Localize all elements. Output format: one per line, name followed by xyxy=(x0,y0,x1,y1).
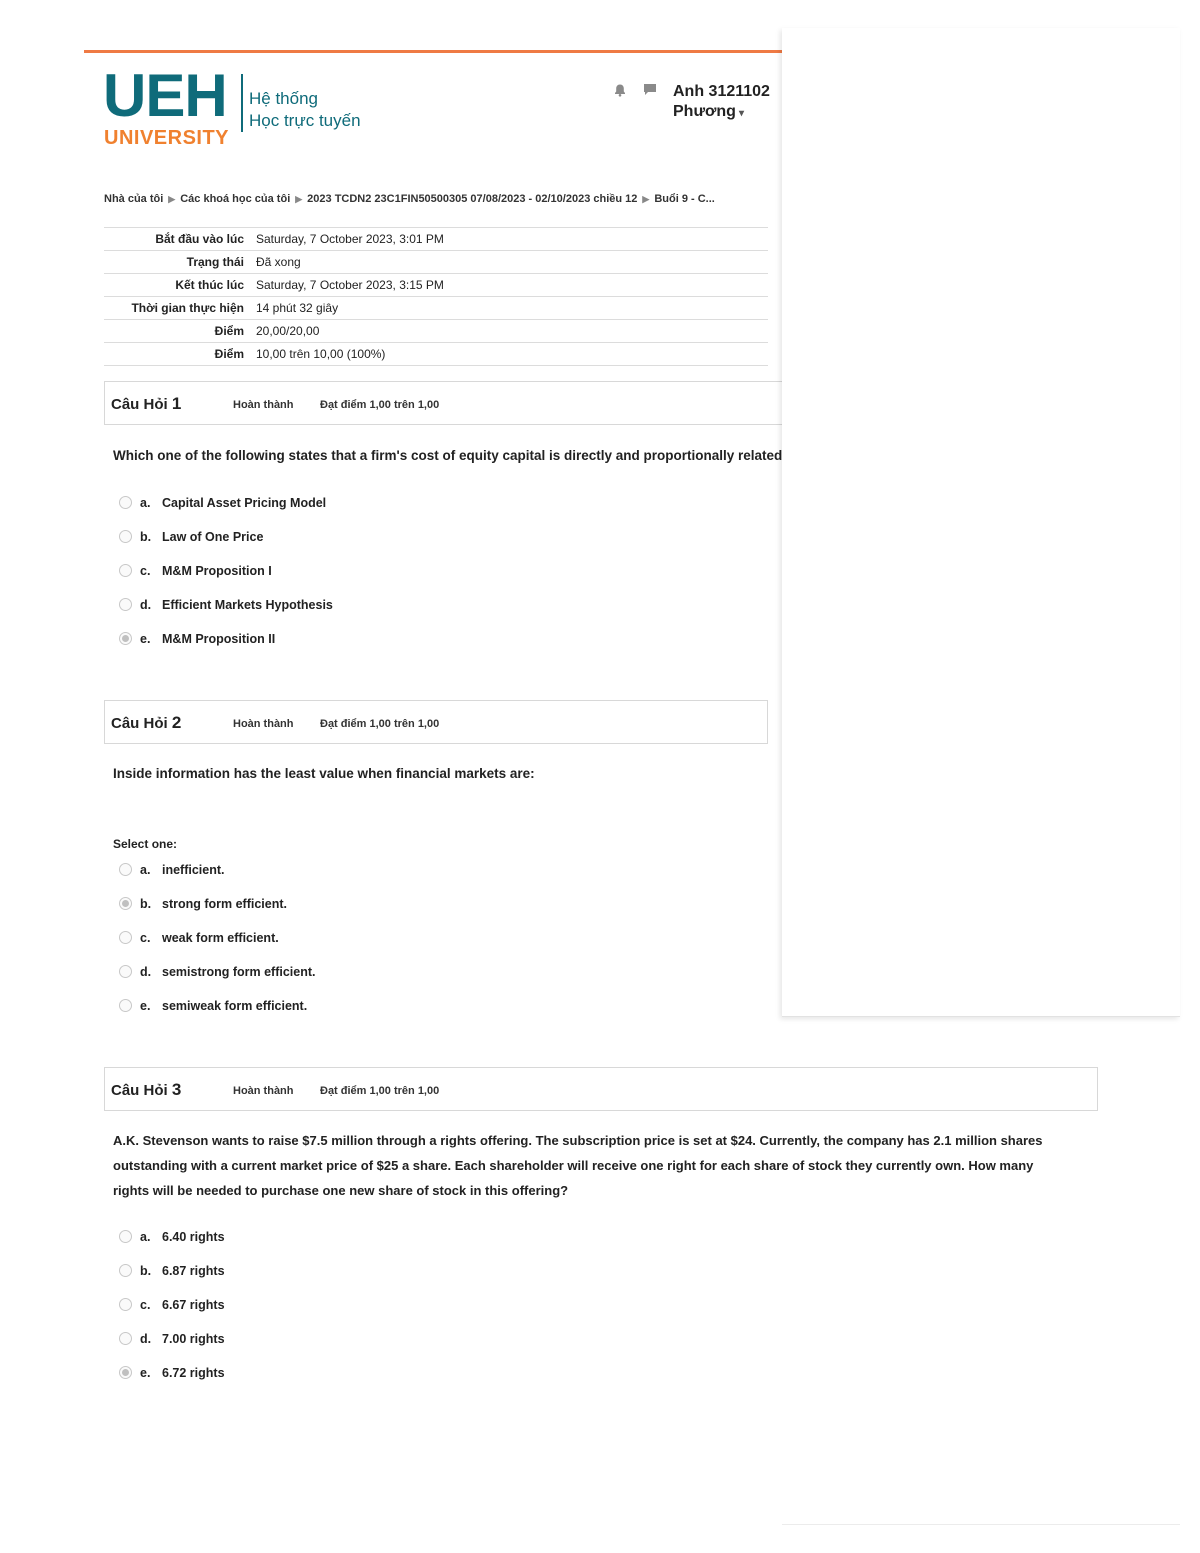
answer-letter: e. xyxy=(140,1366,151,1380)
question-title xyxy=(111,1080,181,1100)
ueh-logo[interactable] xyxy=(103,62,393,152)
question-text-line: rights will be needed to purchase one new share of stock in this offering? xyxy=(113,1183,569,1198)
logo-line2: Học trực tuyến xyxy=(249,111,361,130)
answer-text: 6.40 rights xyxy=(162,1230,225,1244)
logo-line1: Hệ thống xyxy=(249,89,318,108)
answer-letter: a. xyxy=(140,496,151,510)
answer-text: semistrong form efficient. xyxy=(162,965,316,979)
question-text xyxy=(113,1128,1103,1203)
radio-button[interactable] xyxy=(119,1298,132,1311)
question-header-2 xyxy=(104,700,768,744)
chevron-down-icon: ▾ xyxy=(738,108,744,119)
chat-icon[interactable] xyxy=(643,83,657,97)
radio-button-checked[interactable] xyxy=(119,897,132,910)
user-name-line1: Anh 3121102 xyxy=(673,83,770,100)
summary-value: 20,00/20,00 xyxy=(256,324,320,338)
radio-button[interactable] xyxy=(119,1264,132,1277)
answer-letter: b. xyxy=(140,897,152,911)
answer-letter: a. xyxy=(140,1230,151,1244)
logo-main-text: UEH xyxy=(103,62,227,129)
breadcrumb-item[interactable]: Buổi 9 - C... xyxy=(654,193,715,205)
answer-letter: d. xyxy=(140,598,152,612)
question-state: Hoàn thành xyxy=(233,718,294,730)
answer-text: 6.87 rights xyxy=(162,1264,225,1278)
summary-row xyxy=(104,319,768,342)
radio-button[interactable] xyxy=(119,496,132,509)
question-header-3 xyxy=(104,1067,1098,1111)
radio-button[interactable] xyxy=(119,999,132,1012)
summary-row xyxy=(104,250,768,273)
question-state: Hoàn thành xyxy=(233,1085,294,1097)
question-header-1 xyxy=(104,381,782,425)
answer-text: Capital Asset Pricing Model xyxy=(162,496,327,510)
header-accent-bar xyxy=(84,50,782,53)
summary-value: Saturday, 7 October 2023, 3:01 PM xyxy=(256,232,444,246)
answer-text: weak form efficient. xyxy=(162,931,279,945)
question-text: Which one of the following states that a firm's cost of equity capital is directly and proportionally related xyxy=(113,448,782,463)
radio-button[interactable] xyxy=(119,564,132,577)
answer-letter: e. xyxy=(140,999,151,1013)
summary-row xyxy=(104,273,768,296)
question-text-line: A.K. Stevenson wants to raise $7.5 million through a rights offering. The subscription price is set at $24. Currently, the company has 2.1 million shares xyxy=(113,1133,1043,1148)
radio-button[interactable] xyxy=(119,965,132,978)
answer-text: 7.00 rights xyxy=(162,1332,225,1346)
radio-button[interactable] xyxy=(119,863,132,876)
summary-value: 14 phút 32 giây xyxy=(256,301,339,315)
question-title xyxy=(111,394,181,414)
summary-label: Bắt đầu vào lúc xyxy=(155,232,244,246)
answer-text: Law of One Price xyxy=(162,530,264,544)
answer-letter: e. xyxy=(140,632,151,646)
divider xyxy=(782,1524,1180,1525)
summary-label: Trạng thái xyxy=(186,255,244,269)
question-title xyxy=(111,713,181,733)
question-number: 3 xyxy=(171,1080,182,1099)
breadcrumb-item[interactable]: Các khoá học của tôi xyxy=(180,193,291,205)
radio-button-checked[interactable] xyxy=(119,1366,132,1379)
answer-letter: a. xyxy=(140,863,151,877)
user-name-line2: Phương xyxy=(673,103,736,120)
answer-letter: c. xyxy=(140,1298,151,1312)
breadcrumb-item[interactable]: Nhà của tôi xyxy=(104,193,164,205)
breadcrumb-item[interactable]: 2023 TCDN2 23C1FIN50500305 07/08/2023 - 02/10/2023 chiều 12 xyxy=(307,193,638,205)
select-one-label: Select one: xyxy=(113,837,178,851)
question-grade: Đạt điểm 1,00 trên 1,00 xyxy=(320,1085,440,1097)
answer-letter: c. xyxy=(140,564,151,578)
answer-letter: c. xyxy=(140,931,151,945)
answer-text: semiweak form efficient. xyxy=(162,999,308,1013)
logo-university-text: UNIVERSITY xyxy=(104,127,230,149)
summary-value: Đã xong xyxy=(256,255,301,269)
answer-text: Efficient Markets Hypothesis xyxy=(162,598,333,612)
breadcrumb-separator-icon: ▶ xyxy=(168,194,176,204)
answer-text: M&M Proposition II xyxy=(162,632,276,646)
radio-button-checked[interactable] xyxy=(119,632,132,645)
breadcrumb-separator-icon: ▶ xyxy=(642,194,650,204)
question-title-label: Câu Hỏi xyxy=(111,1082,168,1099)
question-grade: Đạt điểm 1,00 trên 1,00 xyxy=(320,718,440,730)
attempt-summary-table xyxy=(104,227,768,366)
quiz-upper-region xyxy=(0,0,782,1040)
answer-letter: d. xyxy=(140,1332,152,1346)
question-number: 2 xyxy=(171,713,182,732)
breadcrumb xyxy=(104,193,715,205)
radio-button[interactable] xyxy=(119,598,132,611)
radio-button[interactable] xyxy=(119,530,132,543)
answer-text: 6.67 rights xyxy=(162,1298,225,1312)
user-menu[interactable] xyxy=(673,82,770,102)
summary-value: Saturday, 7 October 2023, 3:15 PM xyxy=(256,278,444,292)
summary-label: Thời gian thực hiện xyxy=(131,301,244,315)
answer-text: M&M Proposition I xyxy=(162,564,272,578)
question-title-label: Câu Hỏi xyxy=(111,715,168,732)
logo-divider xyxy=(241,74,243,132)
breadcrumb-separator-icon: ▶ xyxy=(295,194,303,204)
summary-label: Điểm xyxy=(214,347,244,361)
radio-button[interactable] xyxy=(119,1332,132,1345)
bell-icon[interactable] xyxy=(613,83,627,97)
summary-label: Điểm xyxy=(214,324,244,338)
user-menu-toggle[interactable] xyxy=(673,102,744,124)
question-text-line: outstanding with a current market price of $25 a share. Each shareholder will receive one right for each share of stock they currently own. How many xyxy=(113,1158,1034,1173)
answer-text: inefficient. xyxy=(162,863,225,877)
radio-button[interactable] xyxy=(119,1230,132,1243)
question-state: Hoàn thành xyxy=(233,399,294,411)
question-text: Inside information has the least value when financial markets are: xyxy=(113,766,535,781)
answer-letter: b. xyxy=(140,1264,152,1278)
summary-row xyxy=(104,342,768,366)
question-title-label: Câu Hỏi xyxy=(111,396,168,413)
summary-label: Kết thúc lúc xyxy=(175,278,244,292)
summary-row xyxy=(104,296,768,319)
question-grade: Đạt điểm 1,00 trên 1,00 xyxy=(320,399,440,411)
answer-text: 6.72 rights xyxy=(162,1366,225,1380)
summary-value: 10,00 trên 10,00 (100%) xyxy=(256,347,386,361)
answer-text: strong form efficient. xyxy=(162,897,288,911)
answer-letter: d. xyxy=(140,965,152,979)
overlay-blank-panel xyxy=(782,28,1180,1017)
answer-letter: b. xyxy=(140,530,152,544)
question-number: 1 xyxy=(171,394,182,413)
summary-row xyxy=(104,227,768,250)
radio-button[interactable] xyxy=(119,931,132,944)
